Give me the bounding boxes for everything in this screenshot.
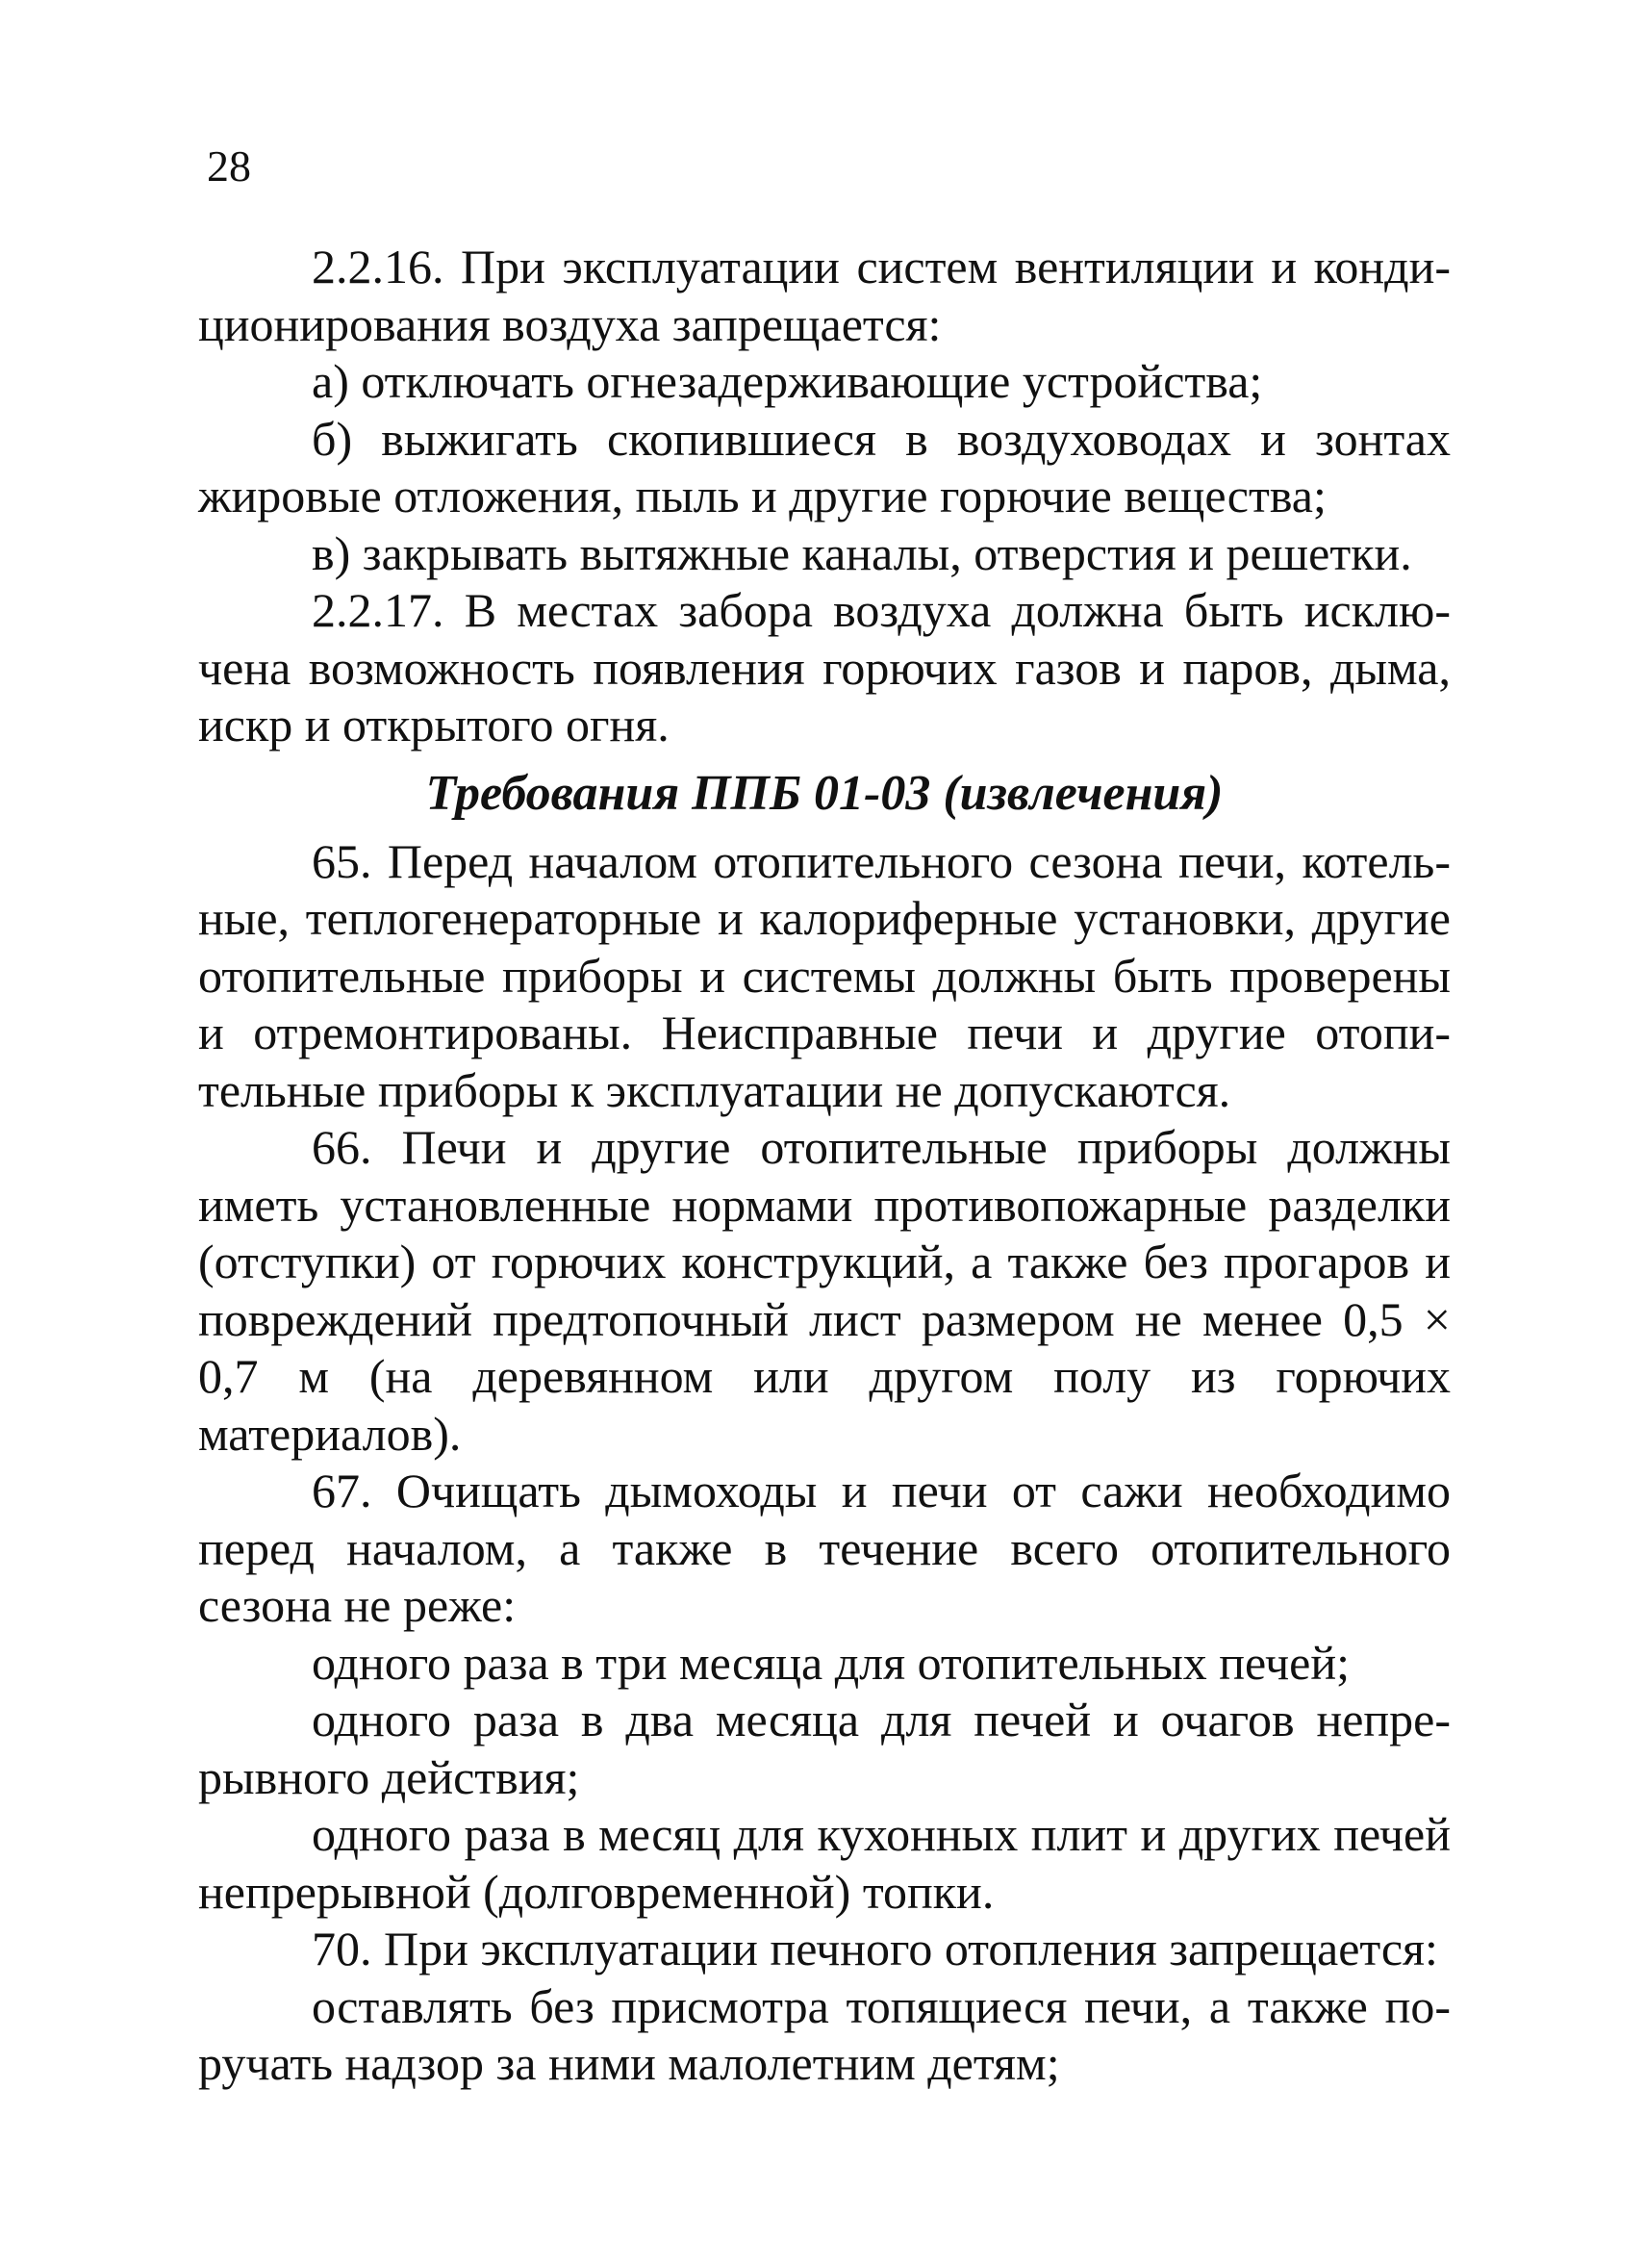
paragraph-67-item-3: одного раза в месяц для кухонных плит и других печей непрерывной (долговременной) топки. xyxy=(198,1807,1451,1919)
paragraph-65: 65. Перед началом отопительного сезона печи, котельные, теплогенераторные и калориферные установки, другие отопительные приборы и системы должны быть проверены и отремонтированы. Неисправные печи и другие отопительные приборы к эксплуатации не допускаются. xyxy=(198,833,1451,1117)
section-heading: Требования ППБ 01-03 (извлечения) xyxy=(425,765,1224,821)
paragraph-2-2-17: 2.2.17. В местах забора воздуха должна быть исключена возможность появления горючих газов и паров, дыма, искр и открытого огня. xyxy=(198,583,1451,752)
paragraph-67: 67. Очищать дымоходы и печи от сажи необходимо перед началом, а также в течение всего отопительного сезона не реже: xyxy=(198,1464,1451,1632)
paragraph-67-item-1: одного раза в три месяца для отопительных печей; xyxy=(312,1635,1350,1690)
list-item-b: б) выжигать скопившиеся в воздуховодах и зонтах жировые отложения, пыль и другие горючие вещества; xyxy=(198,411,1451,522)
list-item-v: в) закрывать вытяжные каналы, отверстия и решетки. xyxy=(312,525,1412,580)
list-item-a: а) отключать огнезадерживающие устройства; xyxy=(312,354,1263,408)
page-number: 28 xyxy=(207,141,251,191)
paragraph-2-2-16: 2.2.16. При эксплуатации систем вентиляции и кондиционирования воздуха запрещается: xyxy=(198,240,1451,351)
paragraph-70-item-1: оставлять без присмотра топящиеся печи, а также поручать надзор за ними малолетним детям; xyxy=(198,1978,1451,2090)
paragraph-70: 70. При эксплуатации печного отопления запрещается: xyxy=(312,1922,1438,1975)
document-body xyxy=(198,239,1451,2093)
paragraph-66: 66. Печи и другие отопительные приборы должны иметь установленные нормами противопожарные разделки (отступки) от горючих конструкций, а также без прогаров и повреждений предтопочный лист размером не менее 0,5 × 0,7 м (на деревянном или другом полу из горючих материалов). xyxy=(198,1120,1451,1461)
paragraph-67-item-2: одного раза в два месяца для печей и очагов непрерывного действия; xyxy=(198,1693,1451,1804)
